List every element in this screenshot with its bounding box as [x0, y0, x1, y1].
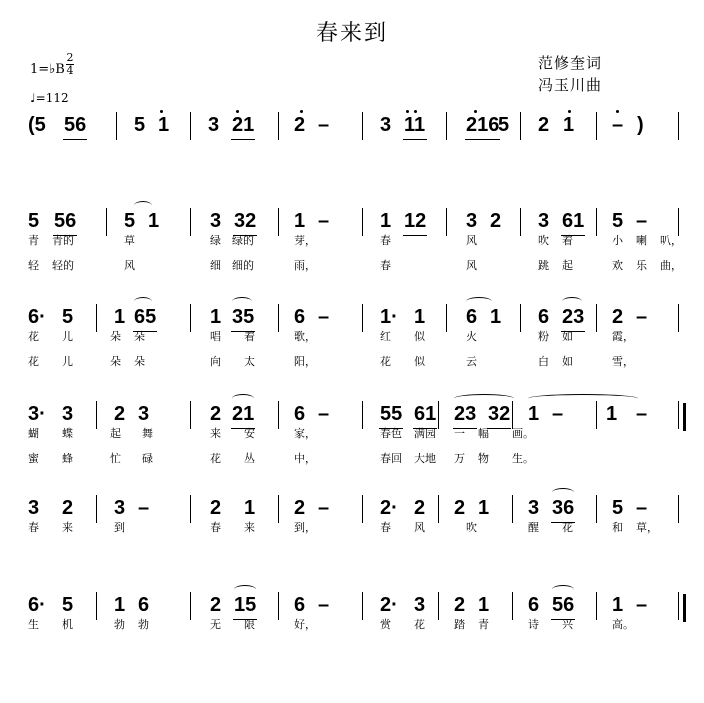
note: 1 — [210, 306, 222, 328]
lyric-syllable: 来 — [244, 521, 255, 534]
lyric-syllable: 喇 — [636, 234, 647, 247]
note: 1 — [148, 210, 160, 232]
note: – — [318, 403, 330, 425]
barline — [438, 592, 439, 620]
lyric-syllable: 欢 — [612, 259, 623, 272]
barline — [596, 401, 597, 429]
eighth-underline — [403, 235, 427, 236]
note: 5 — [498, 114, 510, 136]
barline — [278, 112, 279, 140]
lyric-syllable: 幅 — [478, 427, 489, 440]
final-barline — [683, 594, 686, 622]
lyric-syllable: 限 — [244, 618, 255, 631]
note: 2 — [114, 403, 126, 425]
slur — [528, 394, 638, 403]
lyric-syllable: 万 — [454, 452, 465, 465]
barline — [446, 112, 447, 140]
note: 1 — [380, 210, 392, 232]
note: 61 — [414, 403, 437, 425]
barline — [190, 304, 191, 332]
note: 11 — [404, 114, 426, 136]
note: 1 — [294, 210, 306, 232]
time-signature — [66, 52, 74, 77]
note: 1 — [528, 403, 540, 425]
note: 1· — [380, 306, 398, 328]
lyric-syllable: 丛 — [244, 452, 255, 465]
lyric-syllable: 红 — [380, 330, 391, 343]
lyricist-credit: 范修奎词 — [538, 54, 603, 72]
note: 2 — [62, 497, 74, 519]
barline — [596, 208, 597, 236]
lyric-syllable: 忙 — [110, 452, 121, 465]
note: 3 — [28, 497, 40, 519]
barline — [446, 304, 447, 332]
lyric-syllable: 花 — [562, 521, 573, 534]
note: 56 — [64, 114, 87, 136]
lyric-syllable: 绿 — [210, 234, 221, 247]
lyric-syllable: 小 — [612, 234, 623, 247]
barline — [278, 592, 279, 620]
barline — [362, 495, 363, 523]
lyric-syllable: 乐 — [636, 259, 647, 272]
note: – — [318, 210, 330, 232]
note: 2 — [538, 114, 550, 136]
lyric-syllable: 霞， — [612, 330, 634, 343]
barline — [362, 304, 363, 332]
note: 5 — [62, 306, 74, 328]
lyric-syllable: 赏 — [380, 618, 391, 631]
note: – — [636, 210, 648, 232]
lyric-syllable: 绿的 — [232, 234, 254, 247]
eighth-underline — [231, 139, 255, 140]
lyric-syllable: 春 — [380, 521, 391, 534]
barline — [678, 592, 679, 620]
lyric-syllable: 画。 — [512, 427, 534, 440]
note: 6 — [466, 306, 478, 328]
note: 3 — [62, 403, 74, 425]
lyric-syllable: 踏 — [454, 618, 465, 631]
lyric-syllable: 春 — [380, 259, 391, 272]
octave-dot — [406, 110, 409, 113]
composer-credit: 冯玉川曲 — [538, 76, 603, 94]
lyric-syllable: 青 — [478, 618, 489, 631]
lyric-syllable: 如 — [562, 330, 573, 343]
note: 2 — [454, 594, 466, 616]
note: – — [636, 306, 648, 328]
note: 6 — [538, 306, 550, 328]
barline — [190, 495, 191, 523]
lyric-syllable: 起 — [562, 259, 573, 272]
note: 2 — [414, 497, 426, 519]
lyric-syllable: 花 — [414, 618, 425, 631]
song-title: 春来到 — [315, 21, 388, 46]
lyric-syllable: 兴 — [562, 618, 573, 631]
note: 2 — [210, 594, 222, 616]
note: 1 — [114, 306, 126, 328]
lyric-syllable: 春色 — [380, 427, 402, 440]
lyric-syllable: 青 — [28, 234, 39, 247]
lyric-syllable: 花 — [28, 355, 39, 368]
note: 3 — [114, 497, 126, 519]
note: 6· — [28, 594, 46, 616]
lyric-syllable: 云 — [466, 355, 477, 368]
lyric-syllable: 春 — [210, 521, 221, 534]
lyric-syllable: 安 — [244, 427, 255, 440]
eighth-underline — [465, 139, 500, 140]
lyric-syllable: 蝶 — [62, 427, 73, 440]
barline — [678, 304, 679, 332]
note: (5 — [28, 114, 46, 136]
note: 32 — [488, 403, 511, 425]
slur — [454, 394, 514, 403]
note: 56 — [54, 210, 77, 232]
note: 2 — [210, 497, 222, 519]
note: 2· — [380, 497, 398, 519]
barline — [116, 112, 117, 140]
barline — [596, 304, 597, 332]
note: 2 — [294, 497, 306, 519]
note: 2 — [294, 114, 306, 136]
lyric-syllable: 起 — [110, 427, 121, 440]
note: 56 — [552, 594, 575, 616]
eighth-underline — [403, 139, 427, 140]
lyric-syllable: 火 — [466, 330, 477, 343]
note: – — [612, 114, 624, 136]
lyric-syllable: 芽， — [294, 234, 316, 247]
lyric-syllable: 到， — [294, 521, 316, 534]
lyric-syllable: 草 — [124, 234, 135, 247]
barline — [362, 208, 363, 236]
lyric-syllable: 草， — [636, 521, 658, 534]
barline — [520, 304, 521, 332]
lyric-syllable: 春 — [28, 521, 39, 534]
note: 1 — [244, 497, 256, 519]
note: 36 — [552, 497, 575, 519]
lyric-syllable: 勃 — [138, 618, 149, 631]
lyric-syllable: 醒 — [528, 521, 539, 534]
slur — [134, 297, 152, 306]
note: 6 — [294, 403, 306, 425]
barline — [362, 401, 363, 429]
note: ) — [637, 114, 644, 136]
lyric-syllable: 好， — [294, 618, 316, 631]
lyric-syllable: 歌， — [294, 330, 316, 343]
note: – — [636, 594, 648, 616]
lyric-syllable: 勃 — [114, 618, 125, 631]
lyric-syllable: 诗 — [528, 618, 539, 631]
lyric-syllable: 朵 — [134, 355, 145, 368]
lyric-syllable: 一 — [454, 427, 465, 440]
barline — [278, 495, 279, 523]
note: 61 — [562, 210, 585, 232]
slur — [134, 201, 152, 210]
lyric-syllable: 来 — [210, 427, 221, 440]
note: – — [318, 306, 330, 328]
note: 1 — [563, 114, 575, 136]
note: 2 — [210, 403, 222, 425]
note: – — [636, 497, 648, 519]
lyric-syllable: 叭， — [660, 234, 682, 247]
lyric-syllable: 大地 — [414, 452, 436, 465]
lyric-syllable: 朵 — [110, 330, 121, 343]
note: 3 — [466, 210, 478, 232]
note: 3 — [380, 114, 392, 136]
lyric-syllable: 似 — [414, 355, 425, 368]
lyric-syllable: 曲， — [660, 259, 682, 272]
note: 12 — [404, 210, 427, 232]
note: 2 — [454, 497, 466, 519]
note: 5 — [612, 210, 624, 232]
lyric-syllable: 唱 — [210, 330, 221, 343]
barline — [678, 495, 679, 523]
barline — [446, 208, 447, 236]
lyric-syllable: 向 — [210, 355, 221, 368]
barline — [190, 592, 191, 620]
note: 5 — [612, 497, 624, 519]
lyric-syllable: 雪， — [612, 355, 634, 368]
lyric-syllable: 跳 — [538, 259, 549, 272]
barline — [596, 495, 597, 523]
lyric-syllable: 儿 — [62, 330, 73, 343]
note: – — [636, 403, 648, 425]
lyric-syllable: 太 — [244, 355, 255, 368]
note: 6 — [294, 306, 306, 328]
lyric-syllable: 家， — [294, 427, 316, 440]
octave-dot — [236, 110, 239, 113]
barline — [596, 112, 597, 140]
lyric-syllable: 朵 — [110, 355, 121, 368]
lyric-syllable: 青的 — [52, 234, 74, 247]
barline — [438, 495, 439, 523]
barline — [278, 304, 279, 332]
note: 5 — [134, 114, 146, 136]
note: 3 — [414, 594, 426, 616]
barline — [96, 304, 97, 332]
note: 1 — [478, 594, 490, 616]
octave-dot — [568, 110, 571, 113]
note: 216 — [466, 114, 500, 136]
note: 6· — [28, 306, 46, 328]
note: 32 — [234, 210, 257, 232]
lyric-syllable: 机 — [62, 618, 73, 631]
barline — [278, 208, 279, 236]
note: 1 — [114, 594, 126, 616]
lyric-syllable: 花 — [28, 330, 39, 343]
barline — [96, 592, 97, 620]
note: 3 — [138, 403, 150, 425]
barline — [596, 592, 597, 620]
note: 6 — [138, 594, 150, 616]
barline — [190, 208, 191, 236]
lyric-syllable: 吹 — [538, 234, 549, 247]
note: – — [318, 497, 330, 519]
note: 3 — [528, 497, 540, 519]
note: 15 — [234, 594, 257, 616]
lyric-syllable: 轻的 — [52, 259, 74, 272]
octave-dot — [414, 110, 417, 113]
note: 1 — [490, 306, 502, 328]
barline — [190, 112, 191, 140]
lyric-syllable: 朵 — [134, 330, 145, 343]
barline — [278, 401, 279, 429]
lyric-syllable: 来 — [62, 521, 73, 534]
lyric-syllable: 雨， — [294, 259, 316, 272]
tempo-marking: ♩=112 — [30, 91, 69, 105]
lyric-syllable: 粉 — [538, 330, 549, 343]
slur — [232, 297, 252, 306]
slur — [552, 585, 574, 594]
lyric-syllable: 满园 — [414, 427, 436, 440]
note: 1 — [478, 497, 490, 519]
barline — [438, 401, 439, 429]
key-signature: 1=♭B — [30, 62, 65, 77]
barline — [96, 495, 97, 523]
lyric-syllable: 吹 — [466, 521, 477, 534]
note: 6 — [294, 594, 306, 616]
slur — [232, 394, 254, 403]
note: 1 — [606, 403, 618, 425]
lyric-syllable: 儿 — [62, 355, 73, 368]
lyric-syllable: 风 — [414, 521, 425, 534]
lyric-syllable: 如 — [562, 355, 573, 368]
slur — [466, 297, 492, 306]
eighth-underline — [487, 428, 511, 429]
lyric-syllable: 蜂 — [62, 452, 73, 465]
slur — [552, 488, 574, 497]
note: 2 — [490, 210, 502, 232]
lyric-syllable: 蜜 — [28, 452, 39, 465]
lyric-syllable: 白 — [538, 355, 549, 368]
note: – — [552, 403, 564, 425]
repeat-barline — [683, 403, 686, 431]
note: 5 — [62, 594, 74, 616]
meter-top: 2 — [66, 51, 74, 64]
lyric-syllable: 轻 — [28, 259, 39, 272]
lyric-syllable: 着 — [244, 330, 255, 343]
note: 65 — [134, 306, 157, 328]
note: 5 — [28, 210, 40, 232]
lyric-syllable: 到 — [114, 521, 125, 534]
note: 1 — [414, 306, 426, 328]
barline — [678, 401, 679, 429]
meter-bottom: 4 — [66, 64, 74, 77]
note: 1 — [158, 114, 170, 136]
barline — [190, 401, 191, 429]
note: 3 — [210, 210, 222, 232]
octave-dot — [616, 110, 619, 113]
lyric-syllable: 细 — [210, 259, 221, 272]
lyric-syllable: 风 — [466, 234, 477, 247]
lyric-syllable: 风 — [124, 259, 135, 272]
lyric-syllable: 高。 — [612, 618, 634, 631]
slur — [562, 297, 582, 306]
lyric-syllable: 春 — [380, 234, 391, 247]
lyric-syllable: 生 — [28, 618, 39, 631]
note: 35 — [232, 306, 255, 328]
lyric-syllable: 舞 — [142, 427, 153, 440]
note: 21 — [232, 114, 255, 136]
barline — [96, 401, 97, 429]
lyric-syllable: 生。 — [512, 452, 534, 465]
lyric-syllable: 风 — [466, 259, 477, 272]
eighth-underline — [63, 139, 87, 140]
note: 2 — [612, 306, 624, 328]
barline — [520, 112, 521, 140]
lyric-syllable: 无 — [210, 618, 221, 631]
note: – — [318, 114, 330, 136]
note: 23 — [454, 403, 477, 425]
lyric-syllable: 碌 — [142, 452, 153, 465]
barline — [520, 208, 521, 236]
lyric-syllable: 蝴 — [28, 427, 39, 440]
lyric-syllable: 和 — [612, 521, 623, 534]
note: – — [138, 497, 150, 519]
note: 6 — [528, 594, 540, 616]
note: 2· — [380, 594, 398, 616]
slur — [234, 585, 256, 594]
barline — [512, 592, 513, 620]
note: – — [318, 594, 330, 616]
octave-dot — [160, 110, 163, 113]
note: 23 — [562, 306, 585, 328]
barline — [362, 592, 363, 620]
lyric-syllable: 中， — [294, 452, 316, 465]
note: 1 — [612, 594, 624, 616]
note: 3· — [28, 403, 46, 425]
lyric-syllable: 春回 — [380, 452, 402, 465]
note: 21 — [232, 403, 255, 425]
barline — [678, 112, 679, 140]
lyric-syllable: 着 — [562, 234, 573, 247]
lyric-syllable: 物 — [478, 452, 489, 465]
lyric-syllable: 花 — [210, 452, 221, 465]
octave-dot — [300, 110, 303, 113]
lyric-syllable: 细的 — [232, 259, 254, 272]
barline — [106, 208, 107, 236]
barline — [362, 112, 363, 140]
lyric-syllable: 花 — [380, 355, 391, 368]
note: 55 — [380, 403, 403, 425]
note: 5 — [124, 210, 136, 232]
lyric-syllable: 似 — [414, 330, 425, 343]
note: 3 — [208, 114, 220, 136]
octave-dot — [474, 110, 477, 113]
lyric-syllable: 阳， — [294, 355, 316, 368]
barline — [512, 495, 513, 523]
note: 3 — [538, 210, 550, 232]
